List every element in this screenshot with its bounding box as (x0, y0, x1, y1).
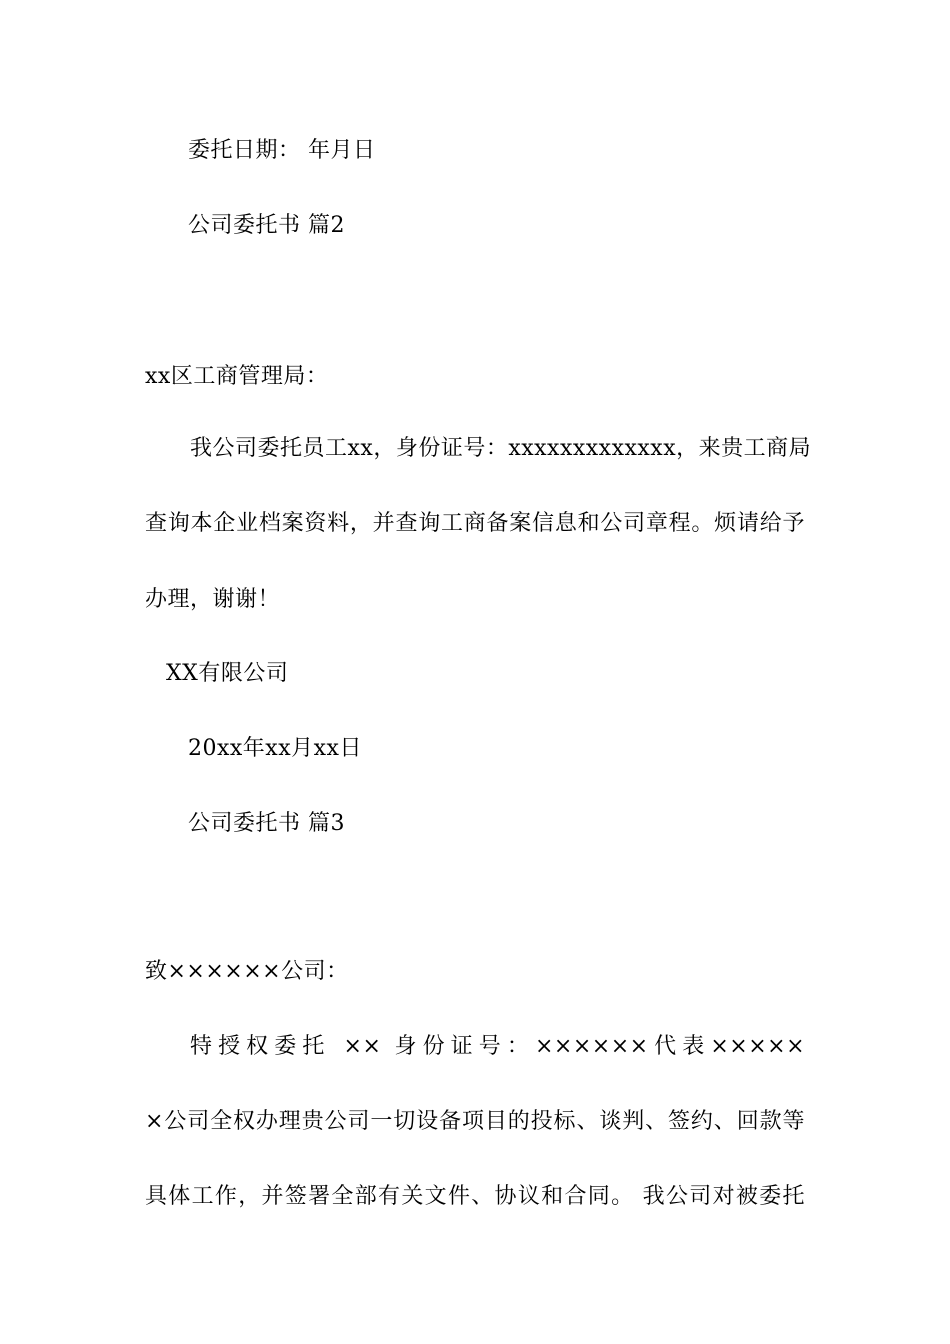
authorization-line-2: ×公司全权办理贵公司一切设备项目的投标、谈判、签约、回款等 (145, 1109, 805, 1134)
authorization-line-3: 具体工作，并签署全部有关文件、协议和合同。 我公司对被委托 (145, 1184, 805, 1209)
recipient-line: 致××××××公司： (145, 959, 349, 984)
section-heading-3: 公司委托书 篇3 (188, 811, 345, 836)
authorization-line-1: 特授权委托 ×× 身份证号：××××××代表××××× (190, 1034, 805, 1059)
body-paragraph-line-2: 查询本企业档案资料，并查询工商备案信息和公司章程。烦请给予 (145, 511, 805, 536)
body-paragraph-line-1: 我公司委托员工xx，身份证号：xxxxxxxxxxxxx，来贵工商局 (190, 436, 812, 461)
addressee-line: xx区工商管理局： (145, 364, 329, 389)
section-heading-2: 公司委托书 篇2 (188, 213, 345, 238)
body-paragraph-line-3: 办理，谢谢！ (145, 587, 281, 612)
company-signature: XX有限公司 (166, 661, 289, 686)
delegation-date-line: 委托日期： 年月日 (188, 138, 376, 163)
signature-date: 20xx年xx月xx日 (188, 736, 362, 761)
